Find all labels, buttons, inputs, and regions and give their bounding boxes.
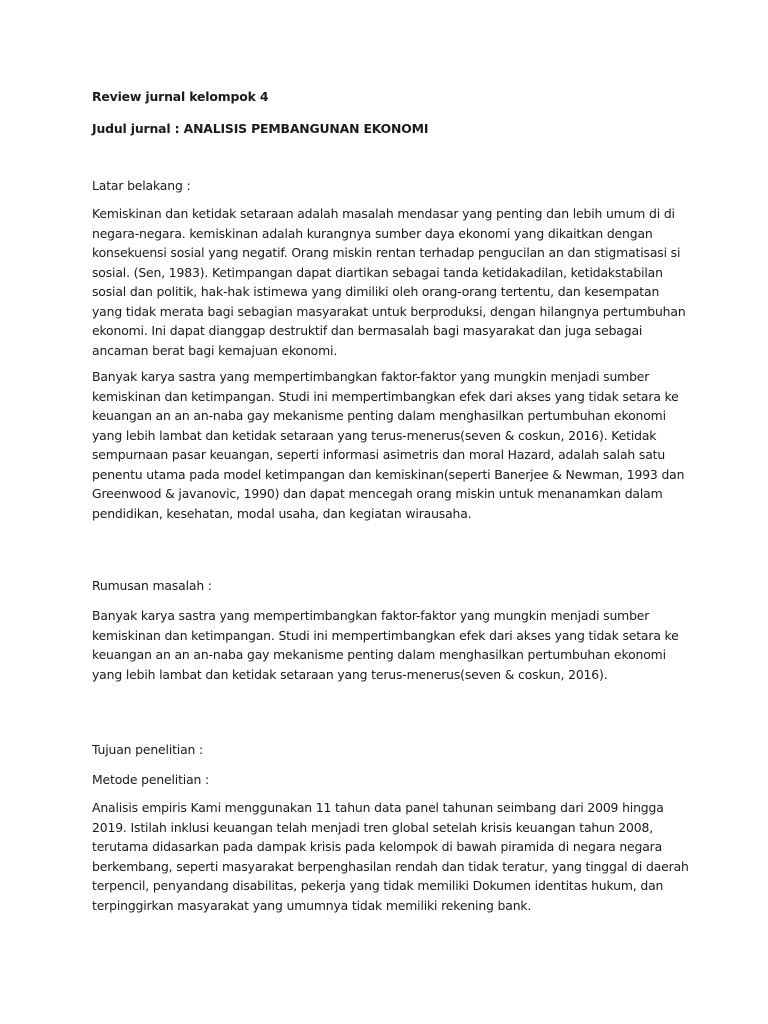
- latar-belakang-paragraph-2: Banyak karya sastra yang mempertimbangkan faktor-faktor yang mungkin menjadi sumber kemiskinan dan ketimpangan. Studi ini mempertimbangkan efek dari akses yang tidak setara ke keuangan an an an-naba gay mekanisme penting dalam menghasilkan pertumbuhan ekonomi yang lebih lambat dan ketidak setaraan yang terus-menerus(seven & coskun, 2016). Ketidak sempurnaan pasar keuangan, seperti informasi asimetris dan moral Hazard, adalah salah satu penentu utama pada model ketimpangan dan kemiskinan(seperti Banerjee & Newman, 1993 dan Greenwood & javanovic, 1990) dan dapat mencegah orang miskin untuk menanamkan dalam pendidikan, kesehatan, modal usaha, dan kegiatan wirausaha.: [92, 369, 685, 521]
- journal-title: Judul jurnal : ANALISIS PEMBANGUNAN EKONOMI: [92, 121, 429, 136]
- tujuan-penelitian-heading: Tujuan penelitian :: [92, 742, 204, 757]
- rumusan-masalah-heading: Rumusan masalah :: [92, 578, 212, 593]
- metode-penelitian-paragraph: Analisis empiris Kami menggunakan 11 tahun data panel tahunan seimbang dari 2009 hingga 2019. Istilah inklusi keuangan telah menjadi tren global setelah krisis keuangan tahun 2008, terutama didasarkan pada dampak krisis pada kelompok di bawah piramida di negara negara berkembang, seperti masyarakat berpenghasilan rendah dan tidak teratur, yang tinggal di daerah terpencil, penyandang disabilitas, pekerja yang tidak memiliki Dokumen identitas hukum, dan terpinggirkan masyarakat yang umumnya tidak memiliki rekening bank.: [92, 800, 689, 913]
- latar-belakang-paragraph-1: Kemiskinan dan ketidak setaraan adalah masalah mendasar yang penting dan lebih umum di di negara-negara. kemiskinan adalah kurangnya sumber daya ekonomi yang dikaitkan dengan konsekuensi sosial yang negatif. Orang miskin rentan terhadap pengucilan an dan stigmatisasi si sosial. (Sen, 1983). Ketimpangan dapat diartikan sebagai tanda ketidakadilan, ketidakstabilan sosial dan politik, hak-hak istimewa yang dimiliki oleh orang-orang tertentu, dan kesempatan yang tidak merata bagi sebagian masyarakat untuk berproduksi, dengan hilangnya pertumbuhan ekonomi. Ini dapat dianggap destruktif dan bermasalah bagi masyarakat dan juga sebagai ancaman berat bagi kemajuan ekonomi.: [92, 206, 686, 358]
- rumusan-masalah-paragraph: Banyak karya sastra yang mempertimbangkan faktor-faktor yang mungkin menjadi sumber kemiskinan dan ketimpangan. Studi ini mempertimbangkan efek dari akses yang tidak setara ke keuangan an an an-naba gay mekanisme penting dalam menghasilkan pertumbuhan ekonomi yang lebih lambat dan ketidak setaraan yang terus-menerus(seven & coskun, 2016).: [92, 608, 679, 682]
- latar-belakang-heading: Latar belakang :: [92, 178, 191, 193]
- metode-penelitian-heading: Metode penelitian :: [92, 772, 210, 787]
- document-title: Review jurnal kelompok 4: [92, 89, 269, 104]
